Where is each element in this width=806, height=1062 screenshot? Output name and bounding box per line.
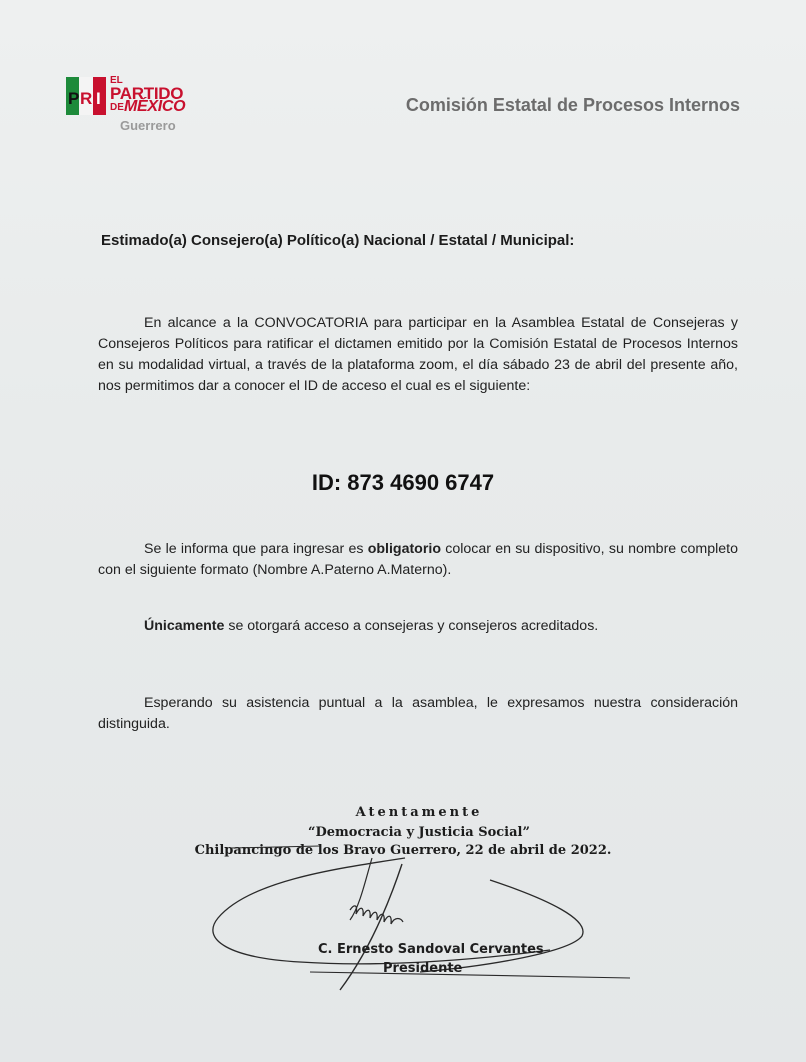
svg-text:I: I — [96, 89, 101, 108]
paragraph-convocatoria — [98, 313, 738, 397]
meeting-id: ID: 873 4690 6747 — [311, 470, 495, 495]
logo-region: Guerrero — [120, 118, 176, 133]
paragraph-closing-text: Esperando su asistencia puntual a la asamblea, le expresamos nuestra consideración distinguida. — [98, 695, 738, 732]
logo-text-el: EL — [110, 75, 123, 86]
place-date: Chilpancingo de los Bravo Guerrero, 22 de abril de 2022. — [194, 843, 612, 858]
party-logo — [66, 74, 206, 136]
paragraph-access — [144, 616, 744, 637]
organization-title: Comisión Estatal de Procesos Internos — [405, 95, 740, 115]
salutation: Estimado(a) Consejero(a) Político(a) Nacional / Estatal / Municipal: — [101, 232, 575, 249]
svg-text:P: P — [68, 89, 80, 108]
paragraph-access-post: se otorgará acceso a consejeras y consejeros acreditados. — [224, 618, 599, 634]
svg-text:R: R — [80, 89, 93, 108]
signer-name: C. Ernesto Sandoval Cervantes — [318, 942, 544, 957]
logo-text-mexico: MÉXICO — [124, 98, 186, 115]
paragraph-convocatoria-text: En alcance a la CONVOCATORIA para participar en la Asamblea Estatal de Consejeras y Consejeros Políticos para ratificar el dictamen emitido por la Comisión Estatal de Procesos Internos en su modalidad virtual, a través de la plataforma zoom, el día sábado 23 de abril del presente año, nos permitimos dar a conocer el ID de acceso el cual es el siguiente: — [98, 315, 738, 394]
paragraph-closing — [98, 693, 738, 735]
motto: “Democracia y Justicia Social” — [308, 825, 530, 840]
paragraph-name-format — [98, 539, 738, 581]
paragraph-access-bold: Únicamente — [144, 618, 225, 634]
handwritten-signature — [190, 840, 630, 1000]
paragraph-name-format-pre: Se le informa que para ingresar es — [144, 541, 368, 557]
logo-text-de: DE — [110, 102, 124, 113]
signer-title: Presidente — [383, 961, 463, 976]
paragraph-name-format-bold: obligatorio — [367, 541, 441, 557]
valediction: Atentamente — [355, 805, 483, 820]
pri-emblem-icon — [66, 77, 106, 115]
logo-text-partido: PARTIDO — [110, 84, 184, 103]
paragraph-name-format-post: colocar en su dispositivo, su nombre completo con el siguiente formato (Nombre A.Paterno A.Materno). — [98, 541, 738, 578]
